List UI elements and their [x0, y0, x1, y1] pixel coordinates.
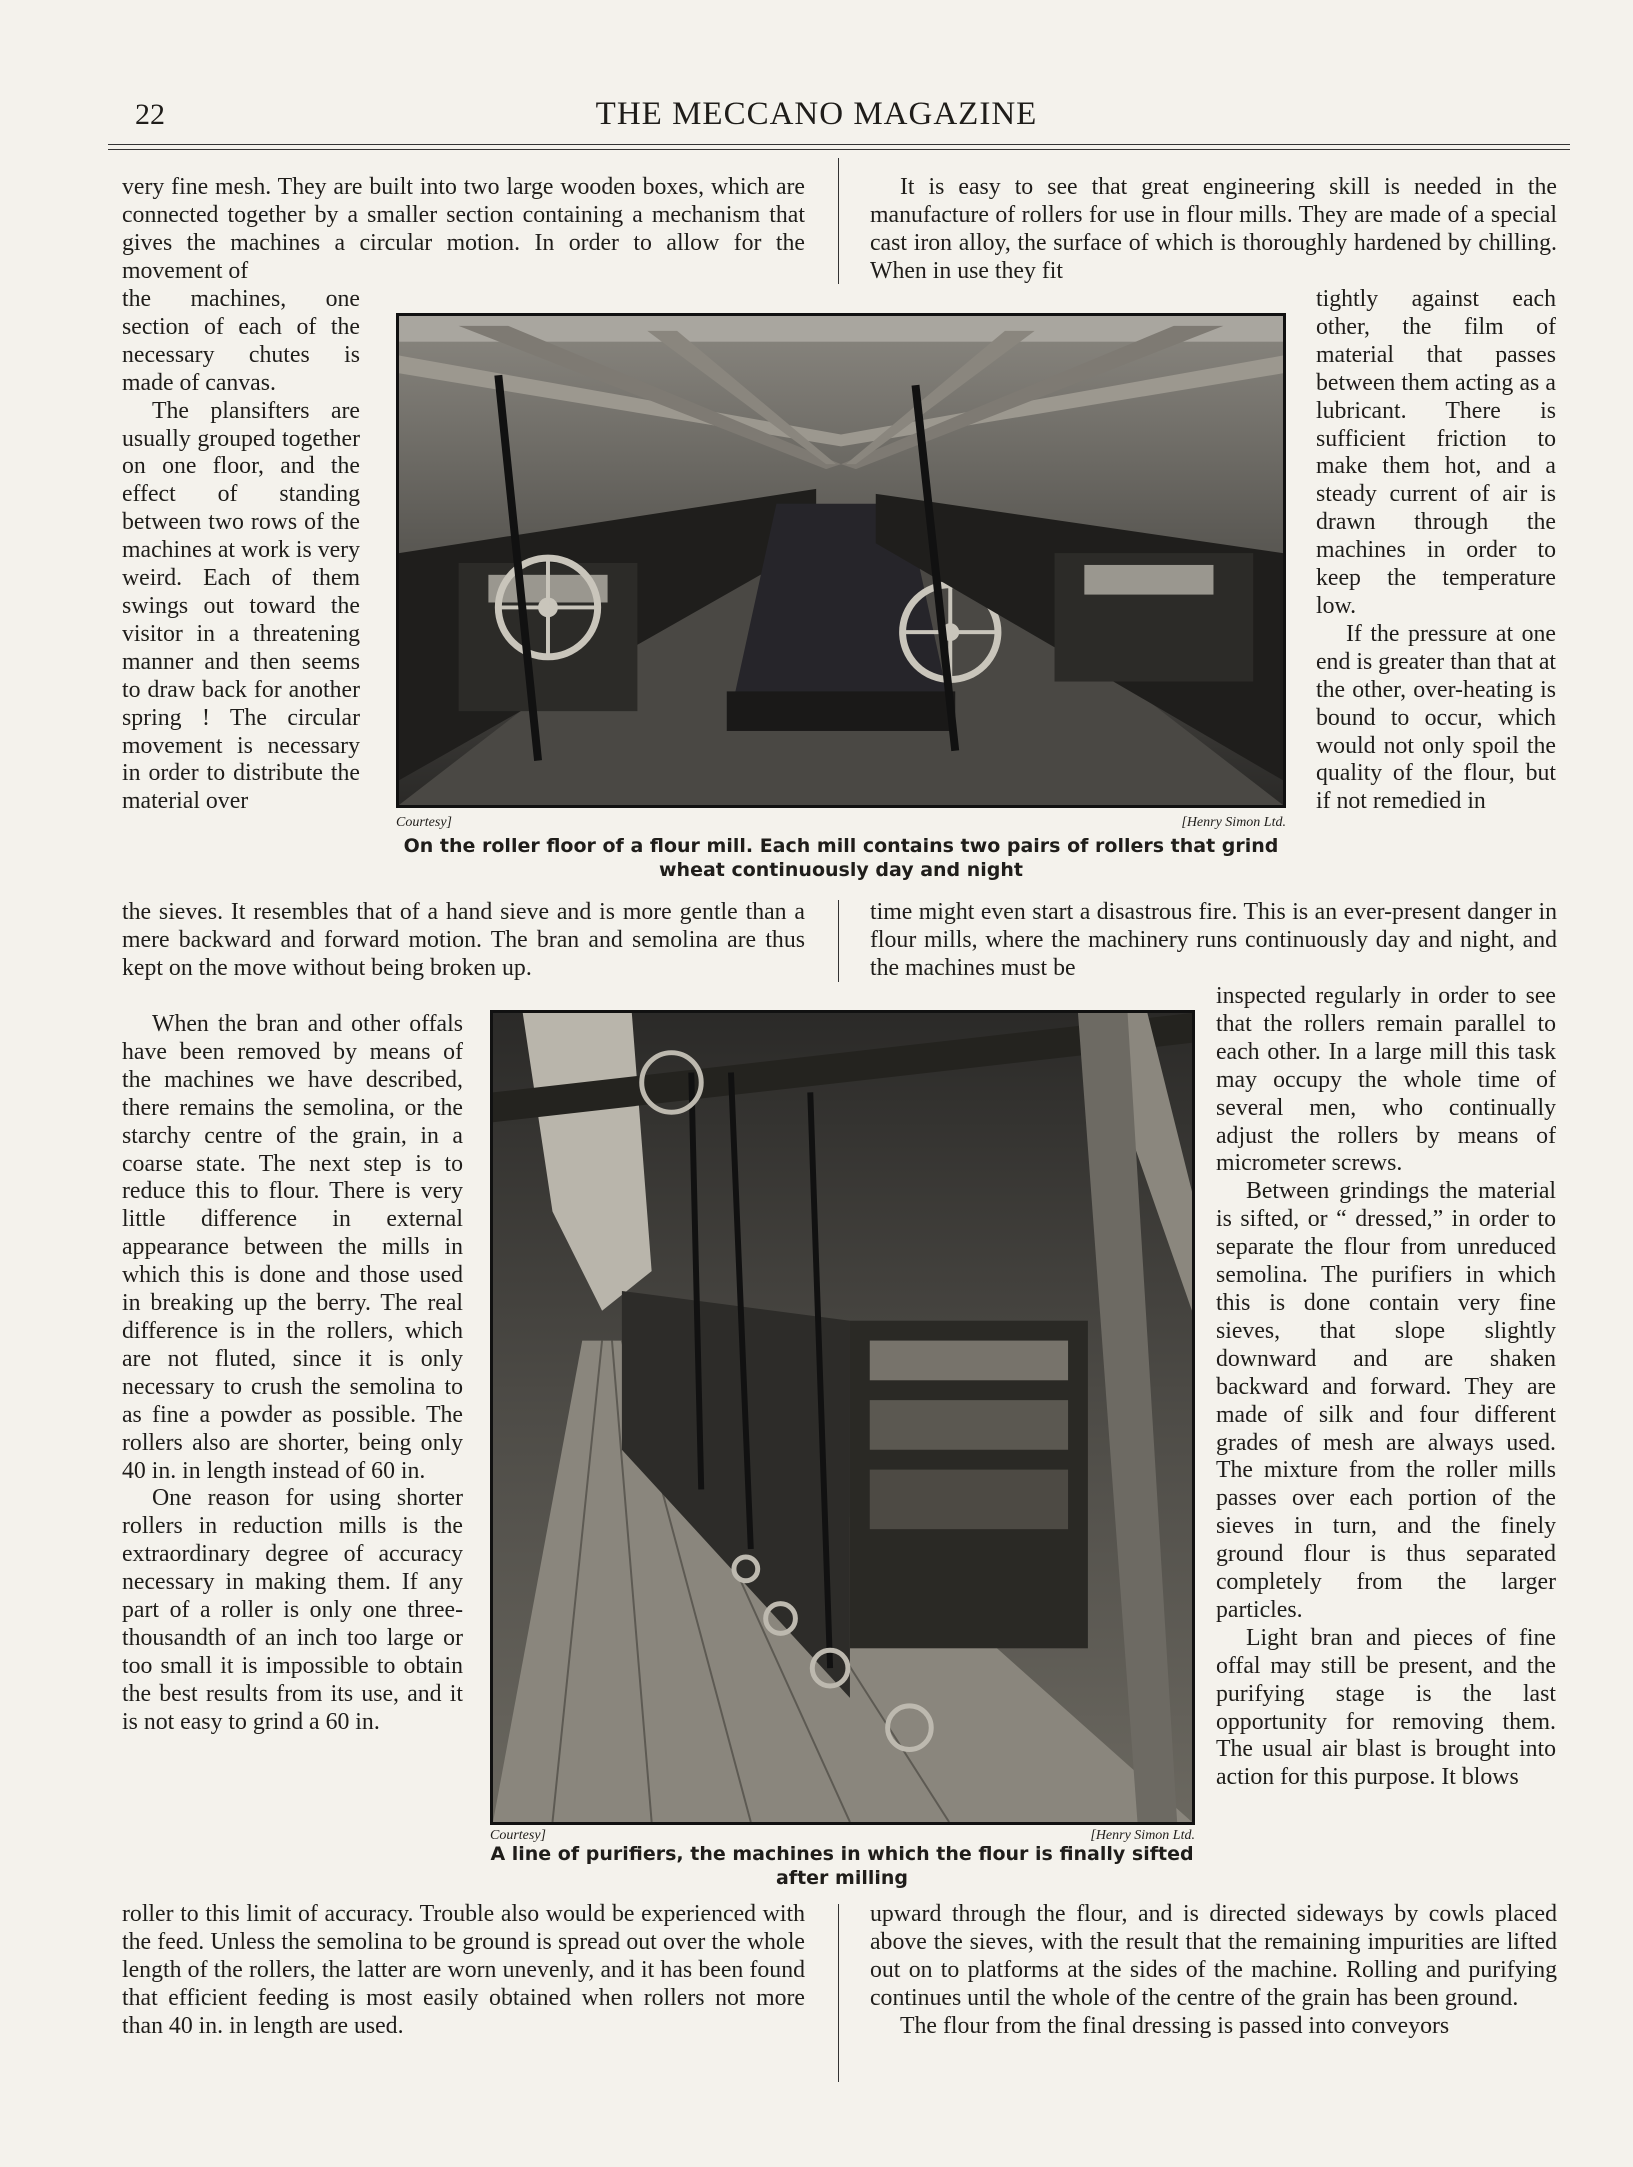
figure-2-credit-left: Courtesy]: [490, 1828, 546, 1843]
page-number: 22: [135, 98, 165, 131]
paragraph: Between grindings the material is sifted, or “ dressed,” in order to separate the flour from unreduced semolina. The purifiers in which this is done contain very fine sieves, that slope slightly downward and are shaken backward and forward. They are made of silk and four different grades of mesh are always used. The mixture from the roller mills passes over each portion of the sieves in turn, and the finely ground flour is thus separated completely from the larger particles.: [1216, 1178, 1556, 1623]
magazine-title: THE MECCANO MAGAZINE: [595, 96, 1038, 132]
paragraph: the machines, one section of each of the necessary chutes is made of canvas.: [122, 286, 360, 396]
left-narrow-column: [122, 286, 360, 906]
paragraph: One reason for using shorter rollers in reduction mills is the extraordinary degree of accuracy necessary in making them. If any part of a roller is only one three-thousandth of an inch too large or too small it is impossible to obtain the best results from its use, and it is not easy to grind a 60 in.: [122, 1485, 463, 1735]
figure-2-caption: A line of purifiers, the machines in which the flour is finally sifted after milling: [490, 1843, 1194, 1889]
column-divider-bottom: [838, 1904, 839, 2082]
left-column-intro: [122, 174, 805, 286]
figure-1-credit-right: [Henry Simon Ltd.: [1181, 815, 1286, 830]
purifiers-photo: [490, 1010, 1195, 1825]
header-rule-bottom: [108, 149, 1570, 150]
roller-floor-photo: [396, 313, 1286, 808]
right-narrow-column: [1316, 286, 1556, 906]
right-lower-column: [1216, 983, 1556, 1904]
right-column-intro: [870, 174, 1557, 286]
paragraph: Light bran and pieces of fine offal may still be present, and the purifying stage is the last opportunity for removing them. The usual air blast is brought into action for this purpose. It blows: [1216, 1624, 1556, 1791]
column-divider-top: [838, 158, 839, 284]
left-column-bottom: [122, 1901, 805, 2087]
figure-1-credit-left: Courtesy]: [396, 815, 452, 830]
paragraph: It is easy to see that great engineering skill is needed in the manufacture of rollers for use in flour mills. They are made of a special cast iron alloy, the surface of which is thoroughly hardened by chilling. When in use they fit: [870, 174, 1557, 284]
roller-mill-illustration: [399, 316, 1283, 805]
paragraph: The flour from the final dressing is passed into conveyors: [900, 2012, 1450, 2039]
column-divider-middle: [838, 900, 839, 982]
left-lower-column: [122, 1011, 463, 1904]
paragraph: tightly against each other, the film of material that passes between them acting as a lubricant. There is sufficient friction to make them hot, and a steady current of air is drawn through the machines in order to keep the temperature low.: [1316, 286, 1556, 619]
left-column-middle: [122, 899, 805, 1014]
right-column-bottom: [870, 1901, 1557, 2087]
paragraph: the sieves. It resembles that of a hand sieve and is more gentle than a mere backward and forward motion. The bran and semolina are thus kept on the move without being broken up.: [122, 899, 805, 981]
paragraph: inspected regularly in order to see that the rollers remain parallel to each other. In a large mill this task may occupy the whole time of several men, who continually adjust the rollers by means of micrometer screws.: [1216, 983, 1556, 1177]
figure-1-caption: On the roller floor of a flour mill. Each mill contains two pairs of rollers that grind wheat continuously day and night: [403, 835, 1279, 881]
paragraph: roller to this limit of accuracy. Trouble also would be experienced with the feed. Unless the semolina to be ground is spread out over the whole length of the rollers, the latter are worn unevenly, and it has been found that efficient feeding is most easily obtained when rollers not more than 40 in. in length are used.: [122, 1901, 805, 2039]
paragraph: When the bran and other offals have been removed by means of the machines we have described, there remains the semolina, or the starchy centre of the grain, in a coarse state. The next step is to reduce this to flour. There is very little difference in external appearance between the mills in which this is done and those used in breaking up the berry. The real difference is in the rollers, which are not fluted, since it is only necessary to crush the semolina to as fine a powder as possible. The rollers also are shorter, being only 40 in. in length instead of 60 in.: [122, 1011, 463, 1484]
right-column-middle: [870, 899, 1557, 986]
paragraph: very fine mesh. They are built into two large wooden boxes, which are connected together by a smaller section containing a mechanism that gives the machines a circular motion. In order to allow for the movement of: [122, 174, 805, 284]
header-rule-top: [108, 144, 1570, 145]
paragraph: time might even start a disastrous fire. This is an ever-present danger in flour mills, where the machinery runs continuously day and night, and the machines must be: [870, 899, 1557, 981]
paragraph: upward through the flour, and is directed sideways by cowls placed above the sieves, with the result that the remaining impurities are lifted out on to platforms at the sides of the machine. Rolling and purifying continues until the whole of the centre of the grain has been ground.: [870, 1901, 1557, 2011]
paragraph: If the pressure at one end is greater than that at the other, over-heating is bound to occur, which would not only spoil the quality of the flour, but if not remedied in: [1316, 620, 1556, 815]
figure-2-credit-right: [Henry Simon Ltd.: [1090, 1828, 1195, 1843]
purifiers-illustration: [493, 1013, 1192, 1822]
paragraph: The plansifters are usually grouped together on one floor, and the effect of standing between two rows of the machines at work is very weird. Each of them swings out toward the visitor in a threatening manner and then seems to draw back for another spring ! The circular movement is necessary in order to distribute the material over: [122, 397, 360, 815]
